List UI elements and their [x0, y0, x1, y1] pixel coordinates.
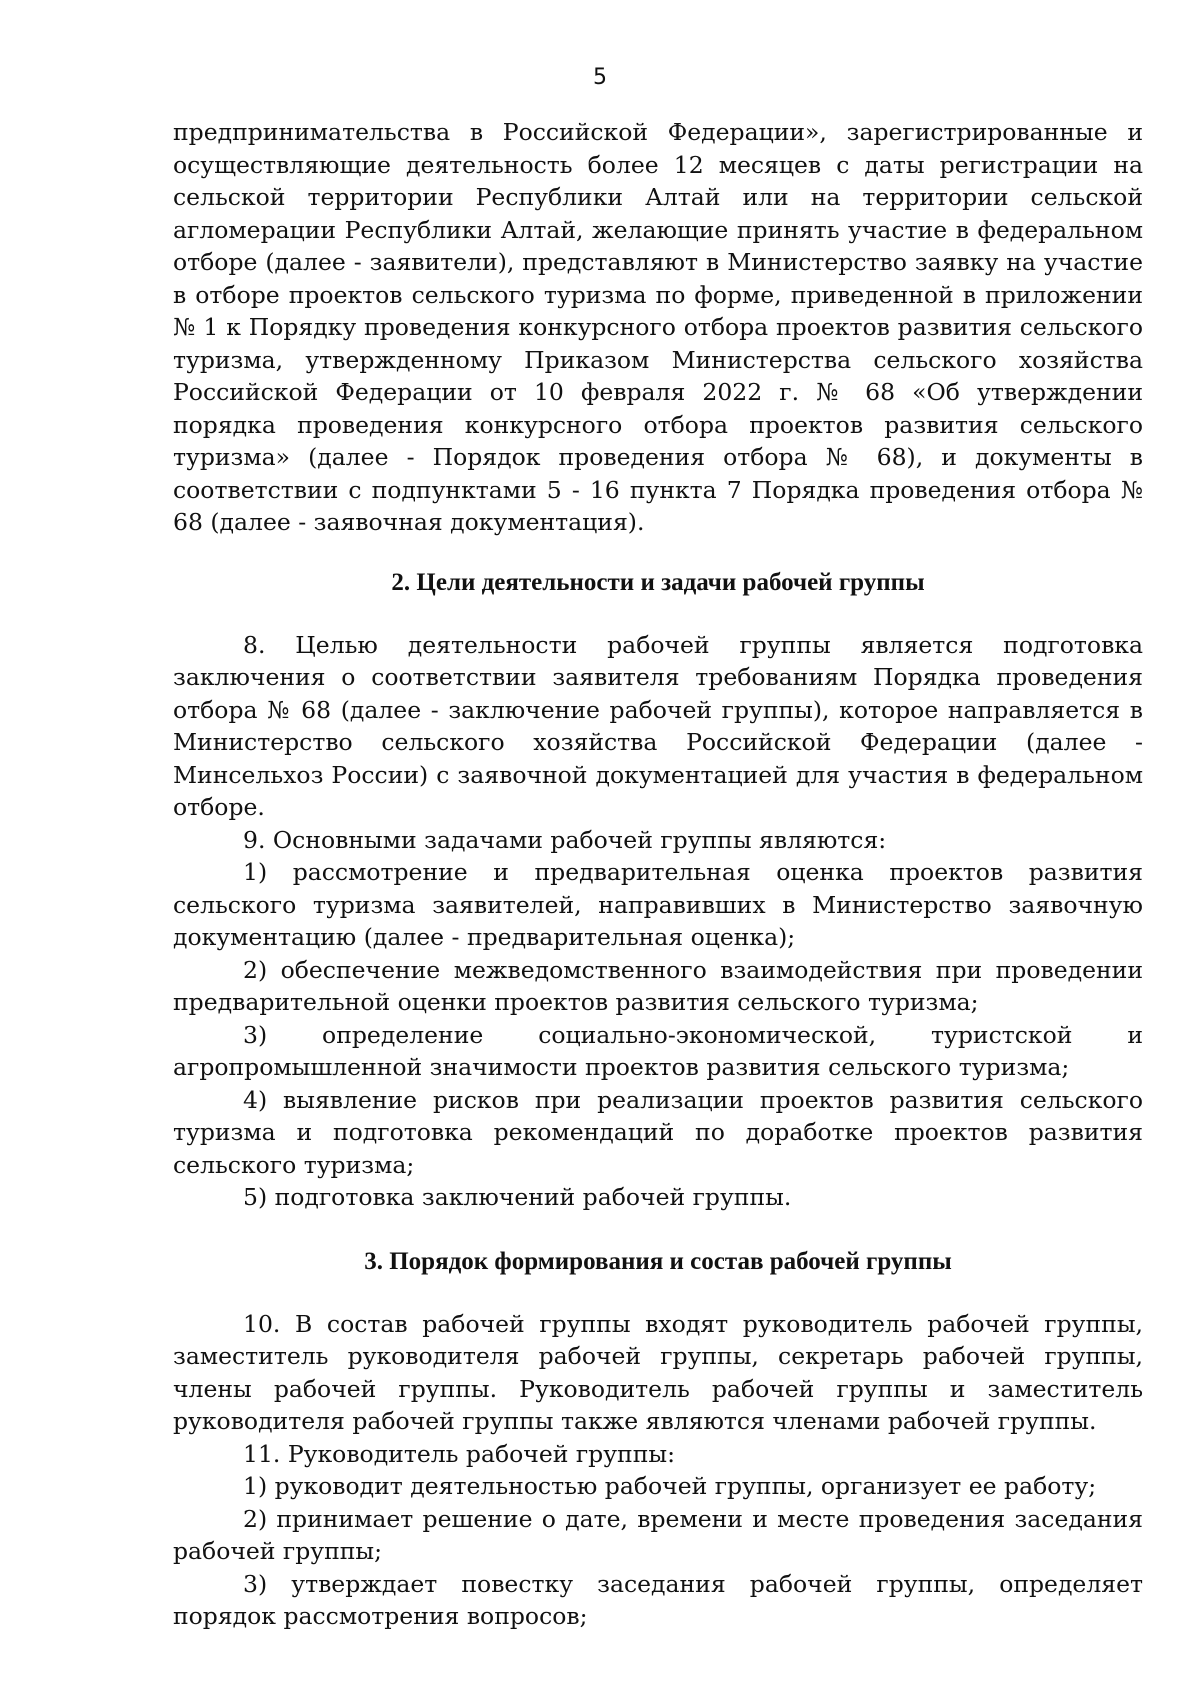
- document-body: [173, 116, 1143, 1633]
- leader-duty-1: 1) руководит деятельностью рабочей группы, организует ее работу;: [243, 1472, 1097, 1500]
- task-item-5: 5) подготовка заключений рабочей группы.: [243, 1183, 792, 1211]
- task-item-4: 4) выявление рисков при реализации проектов развития сельского туризма и подготовка рекомендаций по доработке проектов развития сельского туризма;: [173, 1085, 1143, 1179]
- leader-duty-2: 2) принимает решение о дате, времени и месте проведения заседания рабочей группы;: [173, 1504, 1143, 1565]
- section-2-heading: 2. Цели деятельности и задачи рабочей группы: [391, 568, 925, 596]
- paragraph-8: 8. Целью деятельности рабочей группы является подготовка заключения о соответствии заявителя требованиям Порядка проведения отбора № 68 (далее - заключение рабочей группы), которое направляется в Министерство сельского хозяйства Российской Федерации (далее - Минсельхоз России) с заявочной документацией для участия в федеральном отборе.: [173, 630, 1143, 821]
- paragraph-11: 11. Руководитель рабочей группы:: [243, 1439, 675, 1468]
- task-item-3: 3) определение социально-экономической, туристской и агропромышленной значимости проектов развития сельского туризма;: [173, 1020, 1143, 1081]
- intro-paragraph: предпринимательства в Российской Федерации», зарегистрированные и осуществляющие деятельность более 12 месяцев с даты регистрации на сельской территории Республики Алтай или на территории сельской агломерации Республики Алтай, желающие принять участие в федеральном отборе (далее - заявители), представляют в Министерство заявку на участие в отборе проектов сельского туризма по форме, приведенной в приложении № 1 к Порядку проведения конкурсного отбора проектов развития сельского туризма, утвержденному Приказом Министерства сельского хозяйства Российской Федерации от 10 февраля 2022 г. № 68 «Об утверждении порядка проведения конкурсного отбора проектов развития сельского туризма» (далее - Порядок проведения отбора № 68), и документы в соответствии с подпунктами 5 - 16 пункта 7 Порядка проведения отбора № 68 (далее - заявочная документация).: [173, 118, 1143, 536]
- leader-duty-3: 3) утверждает повестку заседания рабочей группы, определяет порядок рассмотрения вопросов;: [173, 1569, 1143, 1630]
- task-item-2: 2) обеспечение межведомственного взаимодействия при проведении предварительной оценки проектов развития сельского туризма;: [173, 955, 1143, 1016]
- paragraph-10: 10. В состав рабочей группы входят руководитель рабочей группы, заместитель руководителя рабочей группы, секретарь рабочей группы, члены рабочей группы. Руководитель рабочей группы и заместитель руководителя рабочей группы также являются членами рабочей группы.: [173, 1309, 1143, 1435]
- page-number: 5: [593, 65, 607, 90]
- section-3-heading: 3. Порядок формирования и состав рабочей группы: [364, 1247, 952, 1275]
- paragraph-9: 9. Основными задачами рабочей группы являются:: [243, 825, 887, 854]
- task-item-1: 1) рассмотрение и предварительная оценка проектов развития сельского туризма заявителей, направивших в Министерство заявочную документацию (далее - предварительная оценка);: [173, 858, 1143, 951]
